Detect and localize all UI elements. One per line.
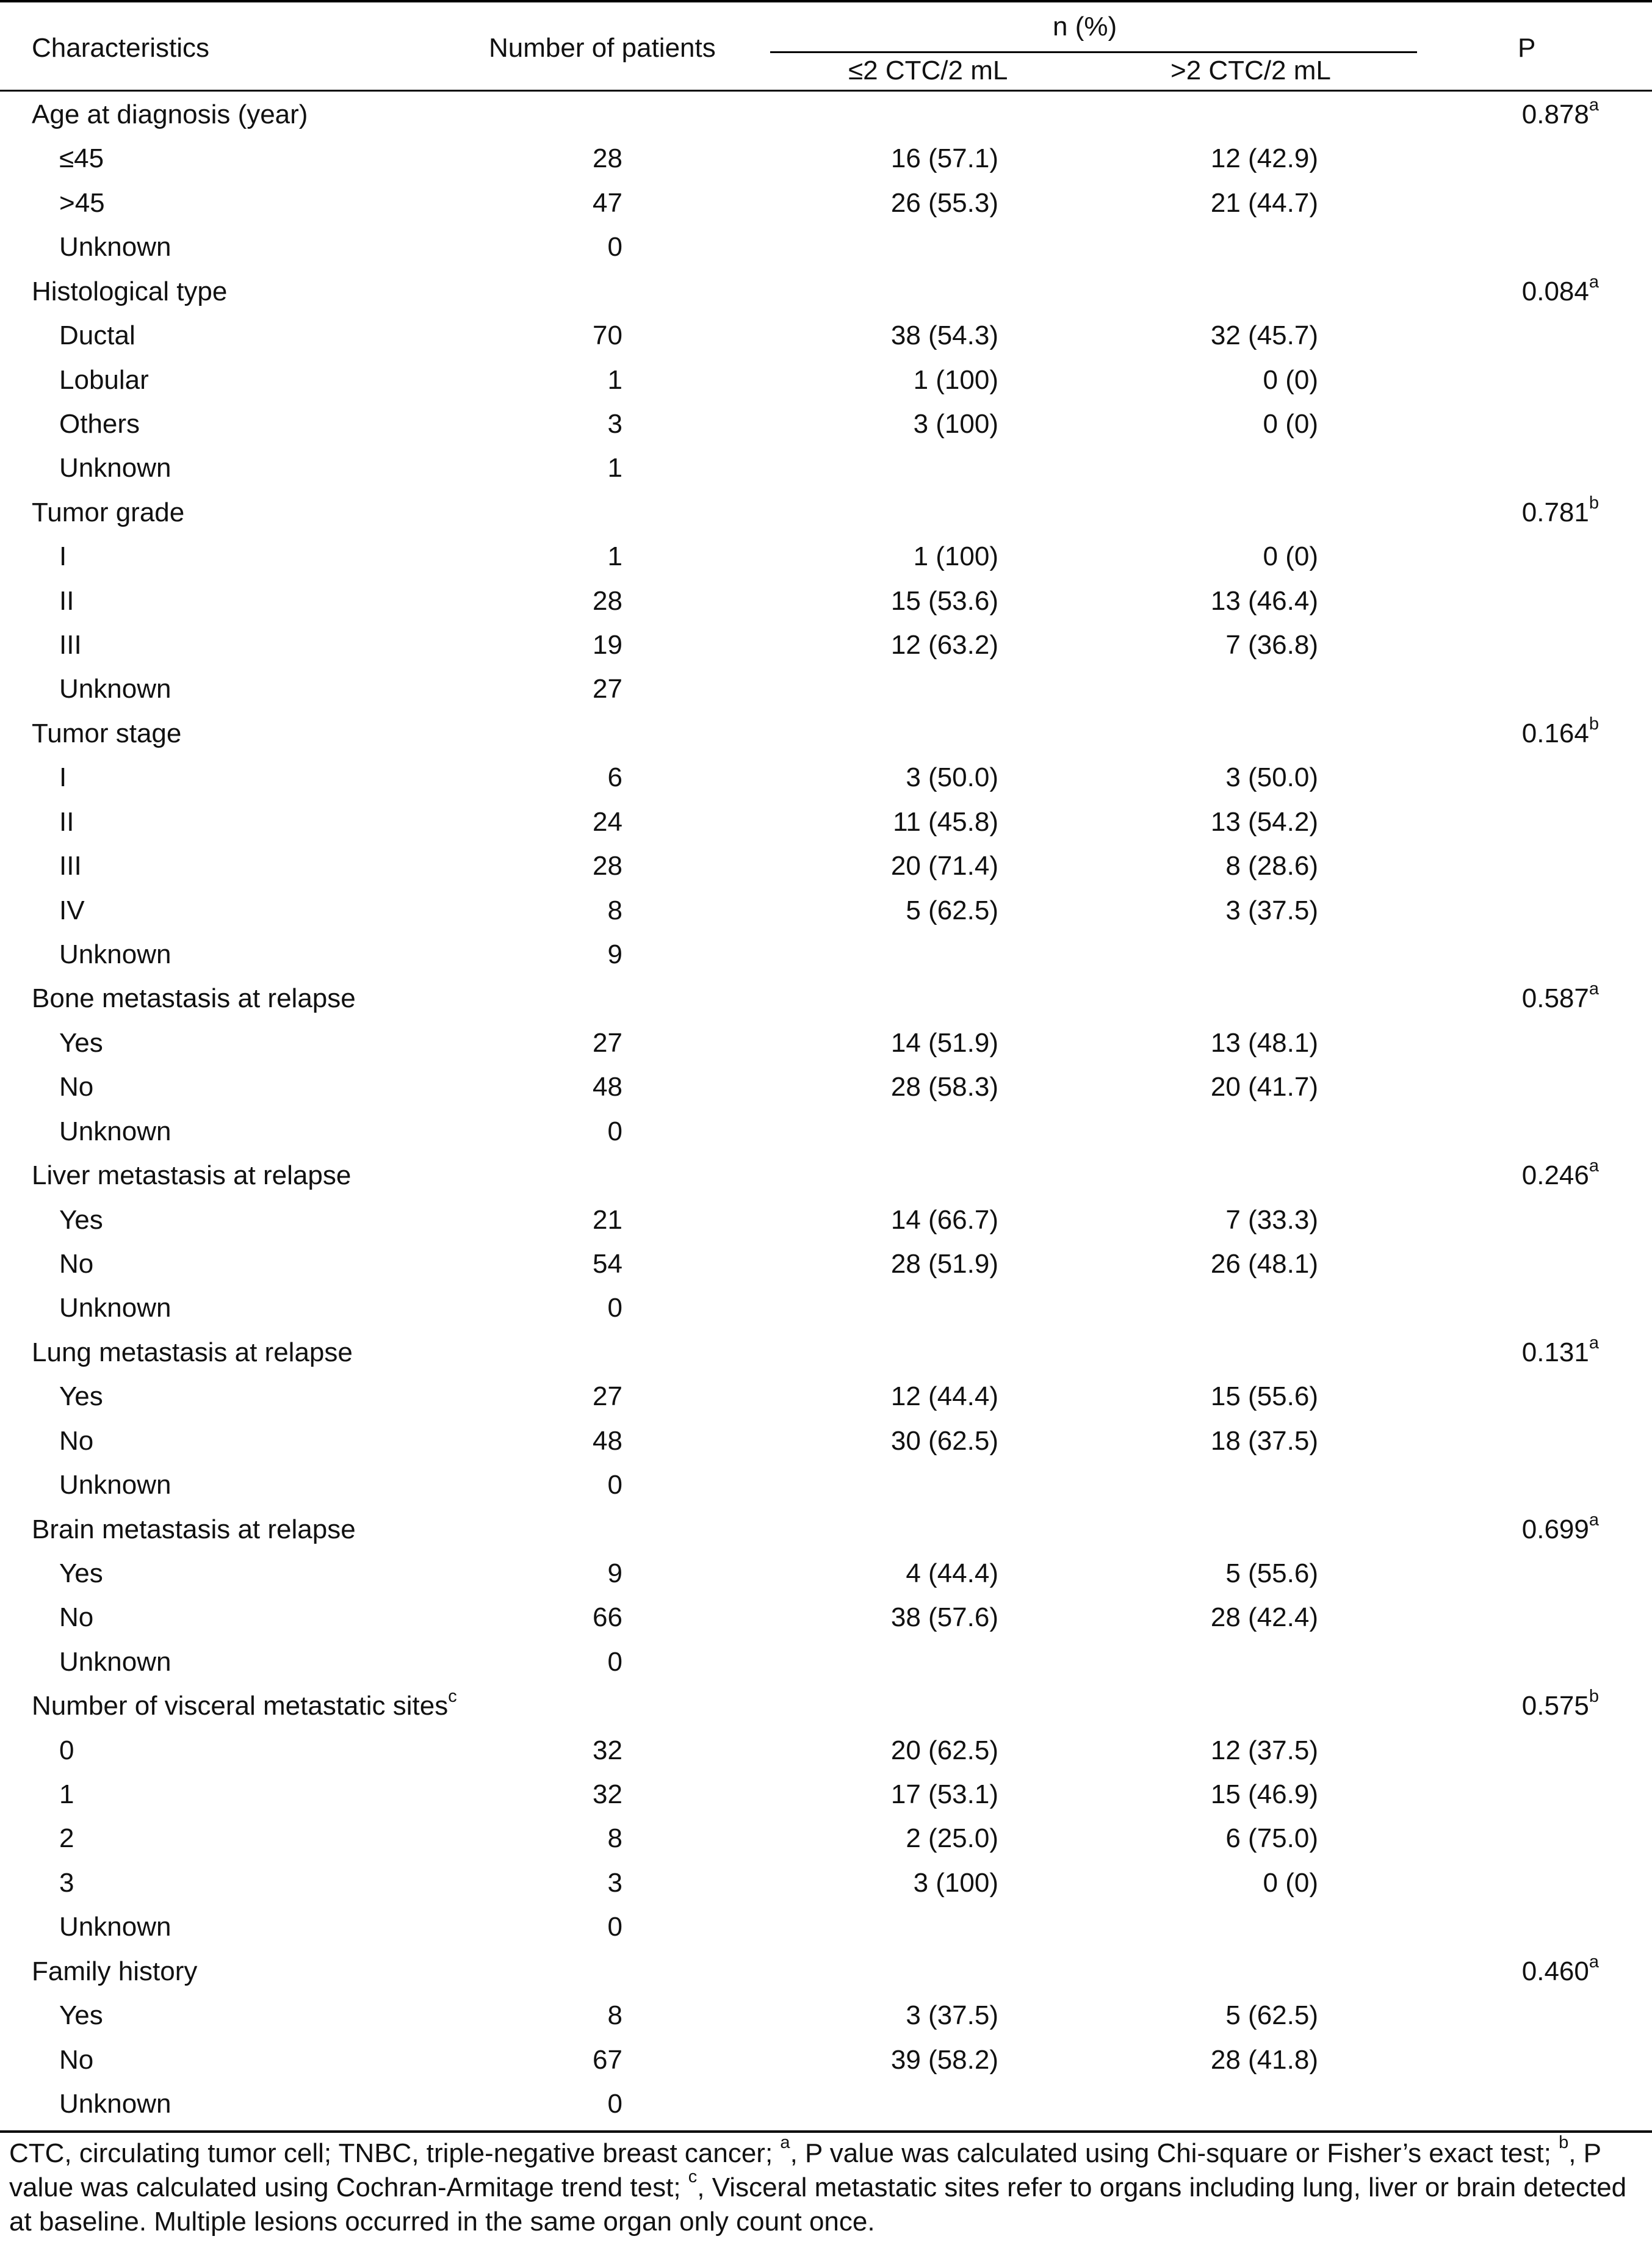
row-label-text: Unknown	[59, 1912, 171, 1942]
row-label	[59, 629, 82, 661]
cell-gt2-ctc: 15 (55.6)	[1210, 1381, 1318, 1412]
p-value-sup: b	[1589, 493, 1599, 513]
cell-gt2-ctc: 0 (0)	[1263, 408, 1318, 439]
p-value-text: 0.878	[1521, 99, 1589, 129]
row-label	[59, 673, 171, 705]
p-value-sup: a	[1589, 1156, 1599, 1176]
cell-p-value	[1465, 714, 1599, 750]
table-row	[0, 140, 1652, 184]
cell-p-value	[1465, 1333, 1599, 1369]
table-row	[0, 936, 1652, 980]
cell-number-of-patients: 21	[593, 1204, 622, 1235]
row-label-text: Unknown	[59, 2088, 171, 2119]
row-label	[59, 364, 149, 396]
cell-number-of-patients: 0	[607, 232, 622, 262]
table-body	[0, 96, 1652, 2130]
row-label	[59, 895, 85, 927]
row-label-text: II	[59, 806, 74, 837]
cell-le2-ctc: 1 (100)	[913, 541, 998, 572]
header-n-pct: n (%)	[1053, 12, 1117, 42]
row-label	[59, 1602, 93, 1633]
cell-le2-ctc: 26 (55.3)	[890, 187, 998, 218]
row-label-text: Lobular	[59, 364, 149, 395]
footnote-part3: , P value was calculated using Cochran-Armitage trend test;	[9, 2138, 1601, 2202]
cell-number-of-patients: 0	[607, 1470, 622, 1500]
cell-number-of-patients: 32	[593, 1735, 622, 1765]
cell-le2-ctc: 20 (71.4)	[890, 851, 998, 881]
table-group-row	[0, 1157, 1652, 1201]
row-label	[59, 1071, 93, 1103]
row-label	[59, 1425, 93, 1457]
cell-gt2-ctc: 26 (48.1)	[1210, 1248, 1318, 1279]
cell-gt2-ctc: 20 (41.7)	[1210, 1072, 1318, 1102]
table-row	[0, 1025, 1652, 1069]
row-label	[59, 585, 74, 617]
row-label	[59, 2000, 103, 2031]
cell-gt2-ctc: 21 (44.7)	[1210, 187, 1318, 218]
cell-number-of-patients: 9	[607, 939, 622, 970]
cell-le2-ctc: 20 (62.5)	[890, 1735, 998, 1765]
cell-number-of-patients: 3	[607, 1867, 622, 1898]
table-group-row	[0, 494, 1652, 538]
table-row	[0, 1246, 1652, 1290]
cell-gt2-ctc: 12 (37.5)	[1210, 1735, 1318, 1765]
table-group-row	[0, 96, 1652, 140]
cell-number-of-patients: 66	[593, 1602, 622, 1633]
row-label-text: Unknown	[59, 1116, 171, 1146]
row-label	[32, 497, 184, 529]
cell-gt2-ctc: 7 (36.8)	[1225, 630, 1318, 660]
cell-le2-ctc: 16 (57.1)	[890, 143, 998, 174]
row-label-text: II	[59, 585, 74, 616]
cell-le2-ctc: 11 (45.8)	[893, 806, 998, 837]
cell-gt2-ctc: 3 (37.5)	[1225, 895, 1318, 925]
row-label	[59, 320, 135, 352]
p-value-text: 0.084	[1521, 276, 1589, 306]
cell-gt2-ctc: 7 (33.3)	[1225, 1204, 1318, 1235]
table-group-row	[0, 715, 1652, 759]
cell-number-of-patients: 0	[607, 1116, 622, 1146]
row-label	[59, 1558, 103, 1590]
cell-number-of-patients: 1	[607, 541, 622, 572]
cell-le2-ctc: 2 (25.0)	[906, 1823, 998, 1854]
table-row	[0, 1423, 1652, 1467]
row-label-text: >45	[59, 187, 105, 218]
cell-number-of-patients: 0	[607, 1912, 622, 1942]
cell-le2-ctc: 28 (58.3)	[890, 1072, 998, 1102]
row-label-text: Tumor stage	[32, 718, 182, 748]
p-value-text: 0.587	[1521, 983, 1589, 1014]
cell-le2-ctc: 3 (100)	[913, 408, 998, 439]
cell-p-value	[1465, 272, 1599, 308]
table-row	[0, 362, 1652, 406]
row-label	[59, 187, 105, 219]
cell-le2-ctc: 38 (57.6)	[890, 1602, 998, 1633]
cell-gt2-ctc: 5 (62.5)	[1225, 2000, 1318, 2031]
cell-number-of-patients: 28	[593, 585, 622, 616]
cell-gt2-ctc: 6 (75.0)	[1225, 1823, 1318, 1854]
n-pct-underline	[770, 51, 1417, 53]
cell-number-of-patients: 1	[607, 453, 622, 483]
row-label-text: Lung metastasis at relapse	[32, 1337, 353, 1367]
row-label-text: Unknown	[59, 1646, 171, 1677]
row-label	[59, 1646, 171, 1678]
table-row	[0, 185, 1652, 229]
row-label-text: Brain metastasis at relapse	[32, 1514, 356, 1544]
row-label	[32, 1956, 197, 1988]
row-label	[32, 276, 227, 308]
row-label-text: No	[59, 1602, 94, 1633]
row-label	[59, 231, 171, 263]
cell-le2-ctc: 14 (66.7)	[890, 1204, 998, 1235]
header-p: P	[1518, 33, 1536, 63]
p-value-text: 0.164	[1521, 718, 1589, 748]
row-label	[59, 1027, 103, 1059]
row-label-text: 0	[59, 1735, 74, 1765]
table-footnote	[9, 2133, 1645, 2239]
p-value-text: 0.781	[1521, 497, 1589, 527]
cell-le2-ctc: 39 (58.2)	[890, 2044, 998, 2075]
table-row	[0, 1997, 1652, 2041]
table-row	[0, 317, 1652, 361]
row-label	[59, 1469, 171, 1501]
cell-gt2-ctc: 15 (46.9)	[1210, 1779, 1318, 1810]
cell-le2-ctc: 3 (37.5)	[906, 2000, 998, 2031]
row-label-text: Unknown	[59, 939, 171, 970]
p-value-sup: b	[1589, 714, 1599, 734]
p-value-sup: a	[1589, 1333, 1599, 1353]
cell-le2-ctc: 4 (44.4)	[906, 1558, 998, 1588]
table-row	[0, 1290, 1652, 1334]
table-row	[0, 2042, 1652, 2086]
row-label-text: Others	[59, 408, 140, 439]
row-label	[32, 1160, 351, 1192]
footnote-sup-c: c	[688, 2167, 698, 2187]
cell-gt2-ctc: 28 (41.8)	[1210, 2044, 1318, 2075]
row-label	[32, 99, 308, 131]
table-row	[0, 892, 1652, 936]
cell-p-value	[1465, 1952, 1599, 1988]
cell-number-of-patients: 6	[607, 762, 622, 793]
row-label	[32, 1337, 353, 1369]
table-group-row	[0, 1953, 1652, 1997]
cell-gt2-ctc: 13 (54.2)	[1210, 806, 1318, 837]
cell-p-value	[1465, 1510, 1599, 1546]
row-label	[59, 2044, 93, 2076]
row-label-text: IV	[59, 895, 85, 925]
row-label-text: No	[59, 1425, 94, 1456]
row-label	[59, 1204, 103, 1236]
cell-gt2-ctc: 0 (0)	[1263, 364, 1318, 395]
row-label-text: 1	[59, 1779, 74, 1810]
cell-le2-ctc: 3 (100)	[913, 1867, 998, 1898]
table-row	[0, 671, 1652, 715]
table-row	[0, 583, 1652, 627]
row-label	[59, 143, 104, 175]
row-label	[32, 1514, 356, 1546]
p-value-sup: a	[1589, 1510, 1599, 1530]
cell-le2-ctc: 1 (100)	[913, 364, 998, 395]
table-row	[0, 848, 1652, 892]
table-row	[0, 1113, 1652, 1157]
cell-number-of-patients: 27	[593, 674, 622, 704]
p-value-sup: a	[1589, 979, 1599, 999]
row-label-text: Yes	[59, 1027, 103, 1058]
row-label-text: Family history	[32, 1956, 198, 1986]
cell-number-of-patients: 8	[607, 1823, 622, 1854]
row-label-text: Yes	[59, 1558, 103, 1588]
row-label-text: No	[59, 1072, 94, 1102]
cell-le2-ctc: 12 (44.4)	[890, 1381, 998, 1412]
cell-number-of-patients: 47	[593, 187, 622, 218]
row-label-text: Tumor grade	[32, 497, 185, 527]
cell-number-of-patients: 3	[607, 408, 622, 439]
table-row	[0, 1202, 1652, 1246]
table-row	[0, 759, 1652, 803]
row-label-text: 3	[59, 1867, 74, 1898]
row-label	[59, 762, 67, 794]
row-label	[59, 1381, 103, 1413]
row-label-text: No	[59, 1248, 94, 1279]
row-label	[59, 541, 67, 573]
cell-gt2-ctc: 18 (37.5)	[1210, 1425, 1318, 1456]
cell-number-of-patients: 1	[607, 364, 622, 395]
header-rule	[0, 90, 1652, 92]
table-row	[0, 1865, 1652, 1909]
row-label-text: III	[59, 630, 82, 660]
cell-number-of-patients: 48	[593, 1072, 622, 1102]
p-value-text: 0.699	[1521, 1514, 1589, 1544]
cell-gt2-ctc: 13 (48.1)	[1210, 1027, 1318, 1058]
cell-le2-ctc: 30 (62.5)	[890, 1425, 998, 1456]
cell-number-of-patients: 70	[593, 320, 622, 351]
row-label-text: Ductal	[59, 320, 135, 351]
cell-number-of-patients: 67	[593, 2044, 622, 2075]
cell-le2-ctc: 12 (63.2)	[890, 630, 998, 660]
row-label-text: ≤45	[59, 143, 104, 174]
table-row	[0, 1644, 1652, 1688]
table-group-row	[0, 1688, 1652, 1732]
row-label-text: Unknown	[59, 1470, 171, 1500]
cell-gt2-ctc: 13 (46.4)	[1210, 585, 1318, 616]
row-label	[59, 1248, 93, 1280]
cell-number-of-patients: 27	[593, 1027, 622, 1058]
cell-le2-ctc: 17 (53.1)	[890, 1779, 998, 1810]
footnote-part1: CTC, circulating tumor cell; TNBC, triple-negative breast cancer;	[9, 2138, 781, 2168]
row-label-text: Unknown	[59, 232, 171, 262]
table-row	[0, 627, 1652, 671]
cell-gt2-ctc: 32 (45.7)	[1210, 320, 1318, 351]
cell-number-of-patients: 24	[593, 806, 622, 837]
footnote-sup-b: b	[1559, 2133, 1569, 2152]
cell-number-of-patients: 28	[593, 851, 622, 881]
row-label	[59, 939, 171, 971]
cell-gt2-ctc: 28 (42.4)	[1210, 1602, 1318, 1633]
row-label	[32, 983, 356, 1015]
bottom-rule	[0, 2130, 1652, 2133]
row-label-text: I	[59, 541, 67, 572]
p-value-sup: a	[1589, 95, 1599, 115]
row-label	[59, 2088, 171, 2120]
p-value-text: 0.460	[1521, 1956, 1589, 1986]
table-row	[0, 1467, 1652, 1511]
table-row	[0, 1378, 1652, 1422]
cell-le2-ctc: 15 (53.6)	[890, 585, 998, 616]
table-row	[0, 406, 1652, 450]
row-label	[59, 1779, 74, 1810]
cell-number-of-patients: 9	[607, 1558, 622, 1588]
cell-gt2-ctc: 8 (28.6)	[1225, 851, 1318, 881]
row-label	[59, 1292, 171, 1324]
header-number-of-patients: Number of patients	[489, 33, 716, 63]
top-rule	[0, 0, 1652, 2]
header-characteristics: Characteristics	[32, 33, 209, 63]
cell-gt2-ctc: 3 (50.0)	[1225, 762, 1318, 793]
cell-gt2-ctc: 5 (55.6)	[1225, 1558, 1318, 1588]
footnote-part4: , Visceral metastatic sites refer to organs including lung, liver or brain detected at baseline. Multiple lesions occurred in the same organ only count once.	[9, 2172, 1627, 2237]
row-label-text: Liver metastasis at relapse	[32, 1160, 352, 1191]
row-label-text: Unknown	[59, 453, 171, 483]
p-value-text: 0.575	[1521, 1691, 1589, 1721]
cell-p-value	[1465, 95, 1599, 131]
cell-p-value	[1465, 493, 1599, 529]
row-label-text: Age at diagnosis (year)	[32, 99, 308, 129]
row-label-text: Yes	[59, 1381, 103, 1412]
row-label-text: Yes	[59, 2000, 103, 2031]
table-row	[0, 1820, 1652, 1864]
cell-gt2-ctc: 0 (0)	[1263, 541, 1318, 572]
cell-p-value	[1465, 979, 1599, 1015]
row-label-text: 2	[59, 1823, 74, 1854]
table-group-row	[0, 273, 1652, 317]
cell-le2-ctc: 14 (51.9)	[890, 1027, 998, 1058]
cell-number-of-patients: 8	[607, 895, 622, 925]
footnote-sup-a: a	[780, 2133, 790, 2152]
table-row	[0, 804, 1652, 848]
cell-le2-ctc: 3 (50.0)	[906, 762, 998, 793]
row-label	[59, 806, 74, 838]
cell-number-of-patients: 0	[607, 1646, 622, 1677]
row-label	[59, 452, 171, 484]
header-gt2-ctc: >2 CTC/2 mL	[1170, 56, 1331, 85]
cell-number-of-patients: 27	[593, 1381, 622, 1412]
row-label	[32, 1687, 457, 1722]
row-label-sup: c	[448, 1687, 457, 1707]
table-row	[0, 1599, 1652, 1643]
table-row	[0, 538, 1652, 582]
row-label	[32, 718, 181, 750]
p-value-text: 0.246	[1521, 1160, 1589, 1191]
cell-number-of-patients: 32	[593, 1779, 622, 1810]
row-label	[59, 1911, 171, 1943]
table-group-row	[0, 1334, 1652, 1378]
table-row	[0, 1555, 1652, 1599]
table-row	[0, 450, 1652, 494]
row-label-text: Bone metastasis at relapse	[32, 983, 356, 1014]
row-label-text: No	[59, 2044, 94, 2075]
row-label	[59, 1116, 171, 1148]
row-label	[59, 408, 140, 440]
table-row	[0, 229, 1652, 273]
row-label	[59, 850, 82, 882]
cell-number-of-patients: 0	[607, 2088, 622, 2119]
cell-number-of-patients: 0	[607, 1293, 622, 1323]
row-label	[59, 1867, 74, 1899]
table-row	[0, 1776, 1652, 1820]
row-label-text: I	[59, 762, 67, 793]
table-row	[0, 1732, 1652, 1776]
cell-number-of-patients: 28	[593, 143, 622, 174]
table-row	[0, 2086, 1652, 2130]
p-value-text: 0.131	[1521, 1337, 1589, 1367]
row-label-text: III	[59, 851, 82, 881]
row-label	[59, 1735, 74, 1767]
cell-p-value	[1465, 1156, 1599, 1192]
cell-number-of-patients: 54	[593, 1248, 622, 1279]
header-le2-ctc: ≤2 CTC/2 mL	[848, 56, 1008, 85]
cell-gt2-ctc: 12 (42.9)	[1210, 143, 1318, 174]
row-label	[59, 1823, 74, 1854]
cell-le2-ctc: 28 (51.9)	[890, 1248, 998, 1279]
row-label-text: Unknown	[59, 1293, 171, 1323]
cell-number-of-patients: 19	[593, 630, 622, 660]
row-label-text: Yes	[59, 1204, 103, 1235]
p-value-sup: a	[1589, 1952, 1599, 1972]
p-value-sup: a	[1589, 272, 1599, 292]
footnote-part2: , P value was calculated using Chi-square or Fisher’s exact test;	[790, 2138, 1559, 2168]
cell-gt2-ctc: 0 (0)	[1263, 1867, 1318, 1898]
row-label-text: Histological type	[32, 276, 228, 306]
table-row	[0, 1069, 1652, 1113]
row-label-text: Number of visceral metastatic sites	[32, 1691, 449, 1721]
cell-le2-ctc: 38 (54.3)	[890, 320, 998, 351]
cell-number-of-patients: 48	[593, 1425, 622, 1456]
cell-number-of-patients: 8	[607, 2000, 622, 2031]
table-group-row	[0, 980, 1652, 1024]
table-group-row	[0, 1511, 1652, 1555]
cell-le2-ctc: 5 (62.5)	[906, 895, 998, 925]
cell-p-value	[1465, 1687, 1599, 1722]
table-row	[0, 1909, 1652, 1953]
p-value-sup: b	[1589, 1687, 1599, 1707]
row-label-text: Unknown	[59, 674, 171, 704]
